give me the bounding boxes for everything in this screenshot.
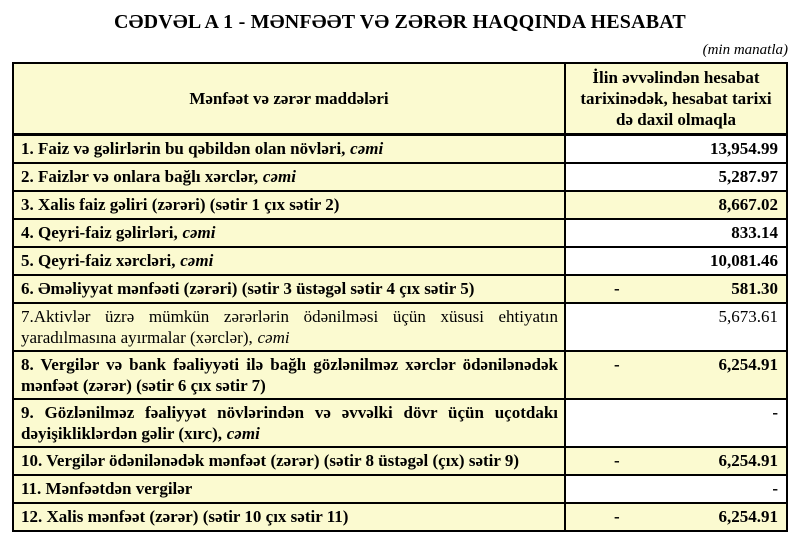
page-title: CƏDVƏL A 1 - MƏNFƏƏT VƏ ZƏRƏR HAQQINDA HESABAT: [114, 11, 686, 33]
amount: 833.14: [731, 222, 778, 242]
header-items-column: Mənfəət və zərər maddələri: [13, 63, 565, 135]
table-row-7: [13, 303, 787, 351]
table-header-row: [13, 63, 787, 135]
row-value: [565, 135, 787, 163]
amount: 8,667.02: [718, 194, 778, 214]
amount: 5,673.61: [718, 306, 778, 326]
row-label: 11. Mənfəətdən vergilər: [13, 475, 565, 503]
table-row-9: [13, 399, 787, 447]
dash-indicator: -: [614, 278, 620, 298]
amount: 6,254.91: [718, 506, 778, 526]
amount: -: [772, 402, 778, 422]
row-value: [565, 351, 787, 399]
row-label: 3. Xalis faiz gəliri (zərəri) (sətir 1 çıx sətir 2): [13, 191, 565, 219]
amount: 5,287.97: [718, 166, 778, 186]
table-row-6: [13, 275, 787, 303]
profit-loss-table: [12, 62, 788, 532]
table-row-3: [13, 191, 787, 219]
table-row-5: [13, 247, 787, 275]
row-label: 6. Əməliyyat mənfəəti (zərəri) (sətir 3 üstəgəl sətir 4 çıx sətir 5): [13, 275, 565, 303]
row-label: 10. Vergilər ödənilənədək mənfəət (zərər) (sətir 8 üstəgəl (çıx) sətir 9): [13, 447, 565, 475]
row-label: 8. Vergilər və bank fəaliyyəti ilə bağlı gözlənilməz xərclər ödənilənədək mənfəət (zərər) (sətir 6 çıx sətir 7): [13, 351, 565, 399]
table-row-11: [13, 475, 787, 503]
table-row-8: [13, 351, 787, 399]
header-period-column: İlin əvvəlindən hesabat tarixinədək, hesabat tarixi də daxil olmaqla: [565, 63, 787, 135]
row-label: 1. Faiz və gəlirlərin bu qəbildən olan növləri, cəmi: [13, 135, 565, 163]
amount: 581.30: [731, 278, 778, 298]
table-row-4: [13, 219, 787, 247]
row-label: 4. Qeyri-faiz gəlirləri, cəmi: [13, 219, 565, 247]
table-row-2: [13, 163, 787, 191]
row-value: [565, 247, 787, 275]
row-value: [565, 219, 787, 247]
amount: 10,081.46: [710, 250, 778, 270]
unit-note: (min manatla): [702, 42, 788, 58]
row-value: [565, 163, 787, 191]
amount: -: [772, 478, 778, 498]
table-row-10: [13, 447, 787, 475]
row-label: 5. Qeyri-faiz xərcləri, cəmi: [13, 247, 565, 275]
row-label: 7.Aktivlər üzrə mümkün zərərlərin ödənilməsi üçün xüsusi ehtiyatın yaradılmasına ayırmalar (xərclər), cəmi: [13, 303, 565, 351]
amount: 6,254.91: [718, 450, 778, 470]
dash-indicator: -: [614, 506, 620, 526]
table-row-1: [13, 135, 787, 163]
amount: 6,254.91: [718, 354, 778, 374]
table-row-12: [13, 503, 787, 531]
row-value: [565, 503, 787, 531]
row-label: 12. Xalis mənfəət (zərər) (sətir 10 çıx sətir 11): [13, 503, 565, 531]
row-value: [565, 399, 787, 447]
row-value: [565, 447, 787, 475]
row-label: 2. Faizlər və onlara bağlı xərclər, cəmi: [13, 163, 565, 191]
row-value: [565, 191, 787, 219]
row-label: 9. Gözlənilməz fəaliyyət növlərindən və əvvəlki dövr üçün uçotdakı dəyişikliklərdən gəlir (xırc), cəmi: [13, 399, 565, 447]
dash-indicator: -: [614, 354, 620, 374]
row-value: [565, 475, 787, 503]
amount: 13,954.99: [710, 139, 778, 158]
dash-indicator: -: [614, 450, 620, 470]
row-value: [565, 303, 787, 351]
row-value: [565, 275, 787, 303]
